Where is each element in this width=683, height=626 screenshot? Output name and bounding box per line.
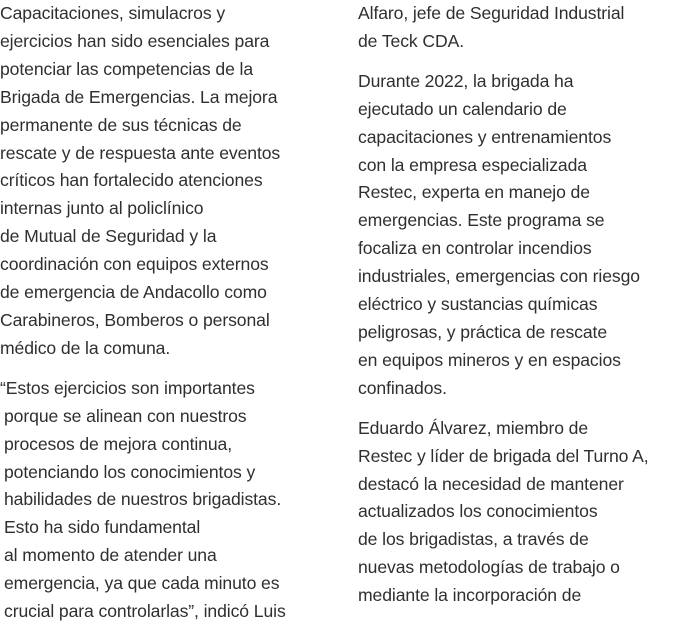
paragraph-training-calendar	[358, 68, 683, 403]
text-line: ejecutado un calendario de	[358, 98, 567, 119]
text-line: con la empresa especializada	[358, 154, 587, 175]
text-line: Carabineros, Bomberos o personal	[0, 309, 270, 330]
text-line: de Teck CDA.	[358, 30, 465, 51]
paragraph-quote	[0, 375, 336, 626]
text-line: habilidades de nuestros brigadistas.	[4, 489, 282, 510]
text-line: industriales, emergencias con riesgo	[358, 266, 640, 287]
text-line: Eduardo Álvarez, miembro de	[358, 417, 589, 438]
text-line: procesos de mejora continua,	[4, 433, 233, 454]
text-line: potenciando los conocimientos y	[4, 461, 256, 482]
text-line: crucial para controlarlas”, indicó Luis	[4, 601, 286, 622]
text-line: Capacitaciones, simulacros y	[0, 3, 226, 23]
text-line: de los brigadistas, a través de	[358, 529, 589, 550]
text-line: confinados.	[358, 377, 447, 398]
text-line: destacó la necesidad de mantener	[358, 473, 624, 494]
text-line: médico de la comuna.	[0, 337, 171, 358]
paragraph-brigade-training	[0, 0, 336, 363]
text-line: internas junto al policlínico	[0, 198, 204, 219]
text-line: de Mutual de Seguridad y la	[0, 226, 217, 247]
text-line: Restec, experta en manejo de	[358, 182, 590, 203]
text-line: rescate y de respuesta ante eventos	[0, 142, 281, 163]
text-line: permanente de sus técnicas de	[0, 114, 242, 135]
text-line: críticos han fortalecido atenciones	[0, 170, 263, 191]
text-line: de emergencia de Andacollo como	[0, 282, 267, 303]
text-line: coordinación con equipos externos	[0, 254, 269, 275]
text-line: mediante la incorporación de	[358, 585, 582, 606]
text-line: nuevas metodologías de trabajo o	[358, 557, 620, 578]
text-line: capacitaciones y entrenamientos	[358, 126, 612, 147]
text-line: Alfaro, jefe de Seguridad Industrial	[358, 3, 625, 23]
text-line: Brigada de Emergencias. La mejora	[0, 86, 278, 107]
text-line: en equipos mineros y en espacios	[358, 349, 621, 370]
right-text-column	[358, 0, 683, 610]
text-line: al momento de atender una	[4, 545, 217, 566]
text-line: “Estos ejercicios son importantes	[0, 377, 255, 398]
text-line: emergencias. Este programa se	[358, 210, 605, 231]
text-line: potenciar las competencias de la	[0, 58, 254, 79]
text-line: porque se alinean con nuestros	[4, 405, 247, 426]
text-line: ejercicios han sido esenciales para	[0, 30, 270, 51]
text-line: peligrosas, y práctica de rescate	[358, 321, 608, 342]
text-line: Restec y líder de brigada del Turno A,	[358, 445, 649, 466]
left-text-column	[0, 0, 336, 626]
text-line: Durante 2022, la brigada ha	[358, 70, 574, 91]
paragraph-eduardo-alvarez	[358, 415, 683, 610]
text-line: emergencia, ya que cada minuto es	[4, 573, 280, 594]
text-line: focaliza en controlar incendios	[358, 238, 592, 259]
text-line: Esto ha sido fundamental	[4, 517, 201, 538]
text-line: eléctrico y sustancias químicas	[358, 294, 598, 315]
text-line: actualizados los conocimientos	[358, 501, 598, 522]
paragraph-quote-attribution	[358, 0, 683, 56]
